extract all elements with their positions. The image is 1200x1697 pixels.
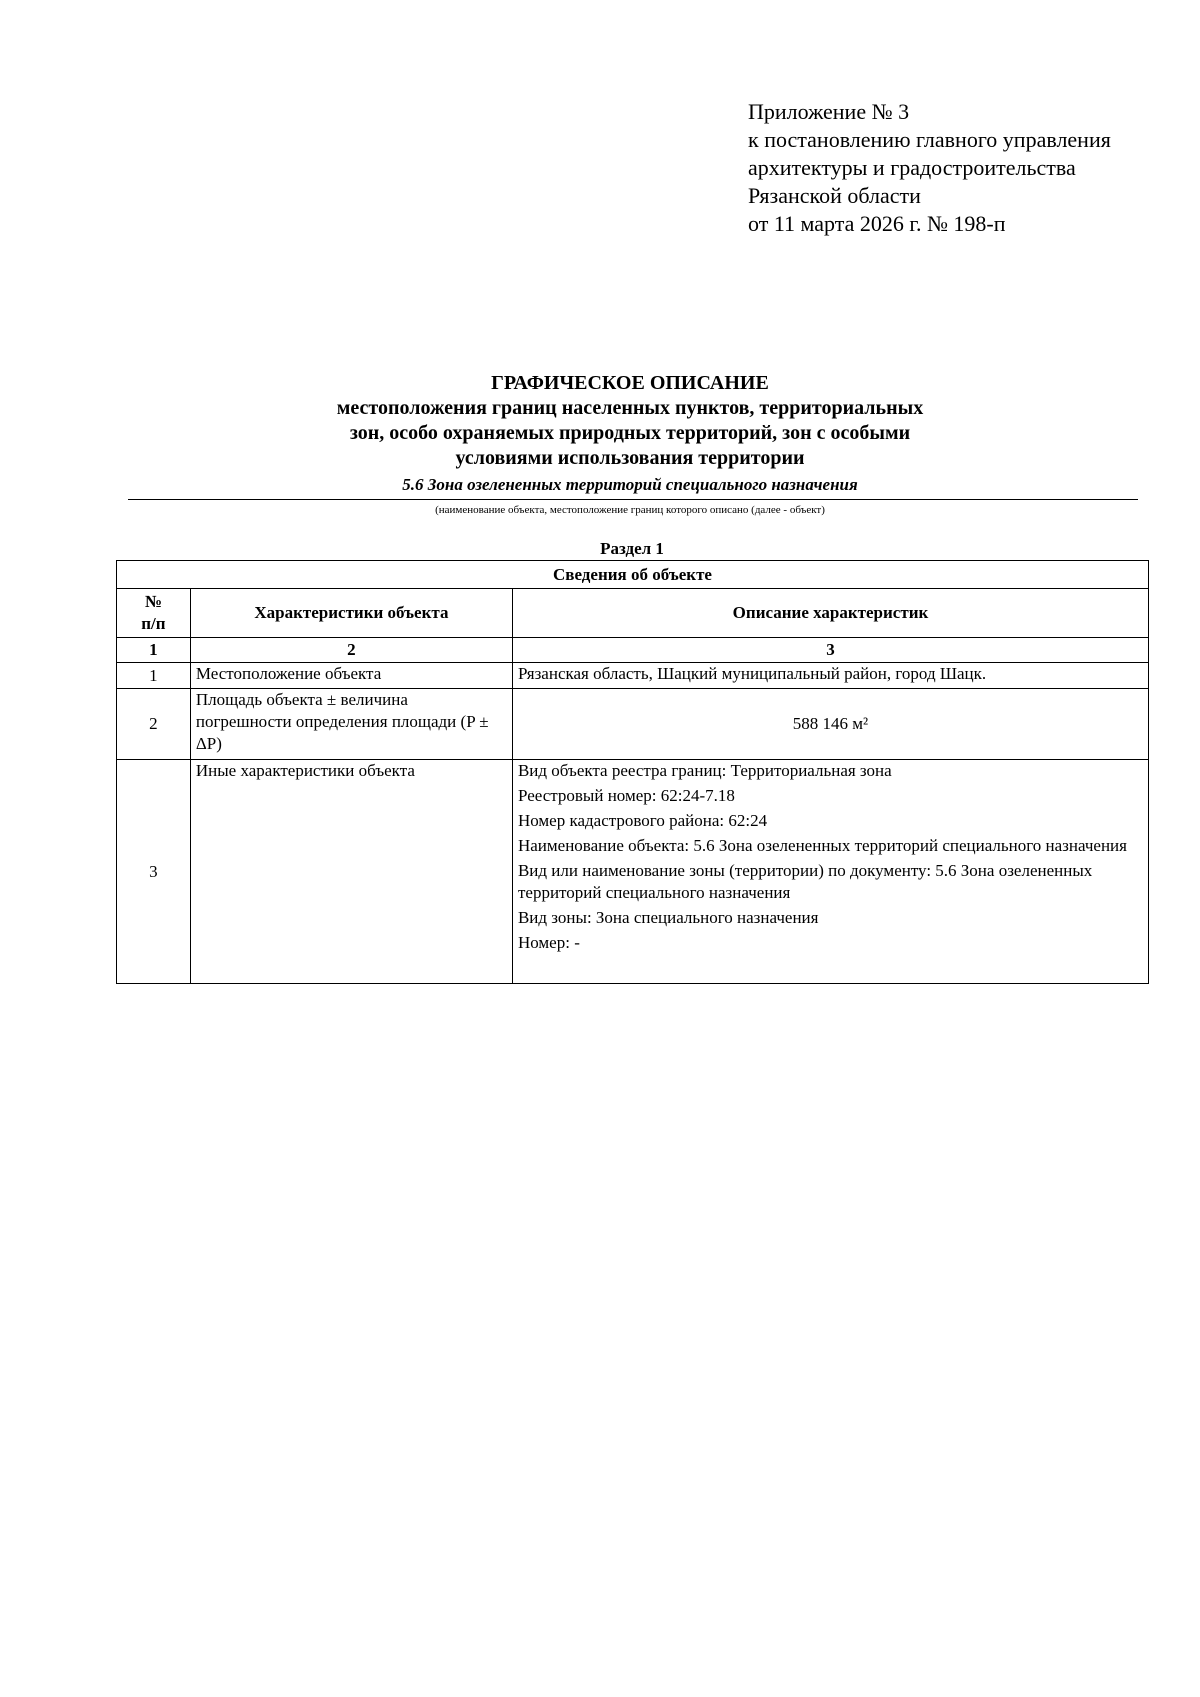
row-number: 1 <box>117 663 191 689</box>
row-description-list <box>512 760 1148 984</box>
header-description: Описание характеристик <box>512 589 1148 638</box>
description-line: Вид зоны: Зона специального назначения <box>517 908 819 927</box>
column-number: 2 <box>190 638 512 663</box>
document-title-block <box>120 370 1140 518</box>
row-description: Рязанская область, Шацкий муниципальный район, город Шацк. <box>512 663 1148 689</box>
object-name: 5.6 Зона озелененных территорий специального назначения <box>402 475 858 494</box>
header-num-line: п/п <box>141 614 166 633</box>
column-number-row <box>117 638 1149 663</box>
table-caption-row <box>117 561 1149 589</box>
table-row <box>117 689 1149 760</box>
document-subtitle-line: условиями использования территории <box>455 447 805 469</box>
row-characteristic: Местоположение объекта <box>190 663 512 689</box>
table-row <box>117 760 1149 984</box>
row-number: 3 <box>117 760 191 984</box>
object-name-note: (наименование объекта, местоположение границ которого описано (далее - объект) <box>435 504 825 516</box>
description-line: Номер кадастрового района: 62:24 <box>517 811 768 830</box>
table-header-row <box>117 589 1149 638</box>
row-number: 2 <box>117 689 191 760</box>
description-line: Наименование объекта: 5.6 Зона озелененных территорий специального назначения <box>517 836 1127 855</box>
document-title: ГРАФИЧЕСКОЕ ОПИСАНИЕ <box>491 372 769 394</box>
appendix-line: Приложение № 3 <box>748 99 910 124</box>
object-info-table <box>116 560 1149 984</box>
row-description: 588 146 м² <box>512 689 1148 760</box>
description-line: Реестровый номер: 62:24-7.18 <box>517 786 735 805</box>
document-subtitle-line: зон, особо охраняемых природных территорий, зон с особыми <box>349 422 911 444</box>
column-number: 3 <box>512 638 1148 663</box>
title-divider <box>128 499 1138 500</box>
section-label: Раздел 1 <box>600 539 664 558</box>
column-number: 1 <box>117 638 191 663</box>
header-num-line: № <box>144 592 162 611</box>
appendix-header <box>748 98 1168 238</box>
appendix-line: к постановлению главного управления <box>748 127 1111 152</box>
header-characteristics: Характеристики объекта <box>190 589 512 638</box>
row-characteristic: Иные характеристики объекта <box>190 760 512 984</box>
header-num <box>117 589 191 638</box>
description-line: Вид или наименование зоны (территории) по документу: 5.6 Зона озелененных территорий специального назначения <box>517 861 1093 902</box>
appendix-line: архитектуры и градостроительства <box>748 155 1076 180</box>
row-characteristic: Площадь объекта ± величина погрешности определения площади (P ± ΔP) <box>190 689 512 760</box>
table-row <box>117 663 1149 689</box>
description-line: Номер: - <box>517 933 580 952</box>
appendix-line: от 11 марта 2026 г. № 198-п <box>748 211 1006 236</box>
document-subtitle-line: местоположения границ населенных пунктов, территориальных <box>336 397 924 419</box>
table-caption: Сведения об объекте <box>117 561 1149 589</box>
description-line: Вид объекта реестра границ: Территориальная зона <box>517 761 892 780</box>
appendix-line: Рязанской области <box>748 183 921 208</box>
